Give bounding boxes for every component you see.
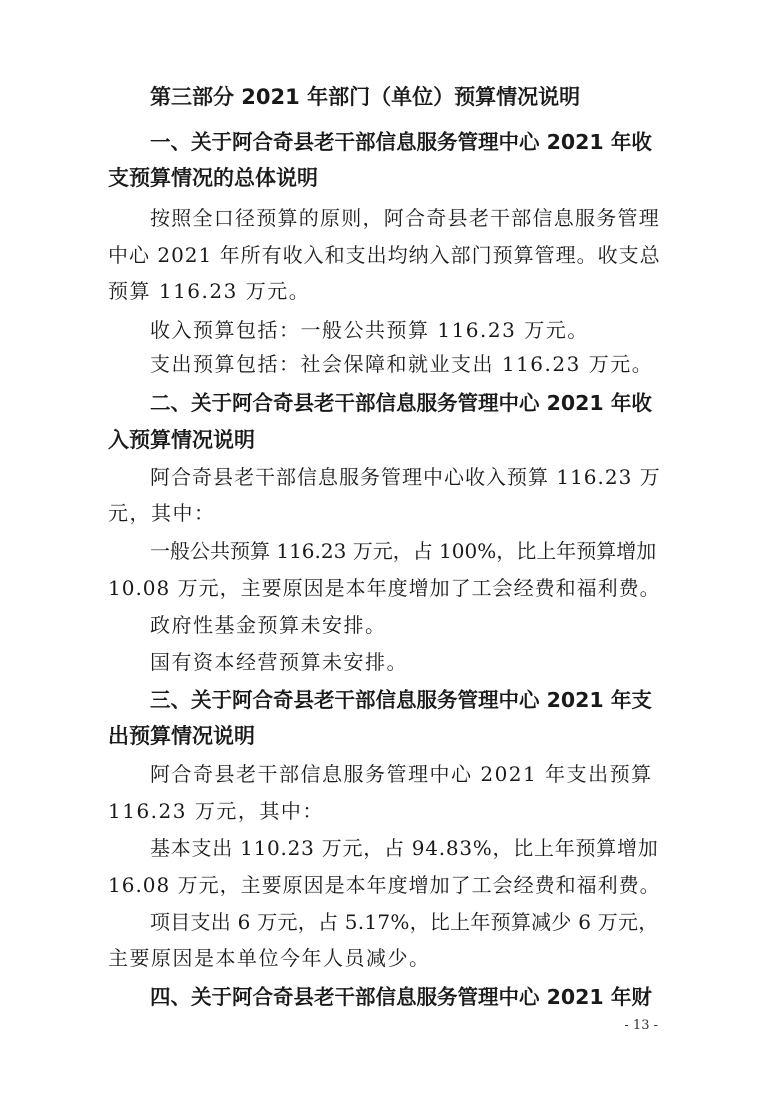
page-number: - 13 - [624, 1018, 658, 1033]
section3-para1-line1: 阿合奇县老干部信息服务管理中心 2021 年支出预算 [150, 762, 653, 786]
section3-heading-line2: 出预算情况说明 [108, 724, 255, 748]
section3-para3-line1: 项目支出 6 万元，占 5.17%，比上年预算减少 6 万元， [150, 910, 659, 934]
section2-heading-line2: 入预算情况说明 [108, 428, 255, 452]
section1-para1-line1: 按照全口径预算的原则，阿合奇县老干部信息服务管理 [150, 206, 660, 230]
section4-heading-line1: 四、关于阿合奇县老干部信息服务管理中心 2021 年财 [150, 985, 652, 1009]
section2-para1-line2: 元，其中： [108, 501, 216, 525]
section3-heading-line1: 三、关于阿合奇县老干部信息服务管理中心 2021 年支 [150, 688, 652, 712]
section2-para1-line1: 阿合奇县老干部信息服务管理中心收入预算 116.23 万 [150, 465, 661, 489]
section1-para3: 支出预算包括：社会保障和就业支出 116.23 万元。 [150, 352, 654, 376]
section3-para3-line2: 主要原因是本单位今年人员减少。 [108, 946, 431, 970]
section2-para2-line1: 一般公共预算 116.23 万元，占 100%，比上年预算增加 [150, 539, 657, 563]
section1-para2: 收入预算包括：一般公共预算 116.23 万元。 [150, 318, 589, 342]
section1-para1-line3: 预算 116.23 万元。 [108, 279, 311, 303]
section1-heading-line2: 支预算情况的总体说明 [108, 166, 318, 190]
section3-para2-line1: 基本支出 110.23 万元，占 94.83%，比上年预算增加 [150, 836, 659, 860]
section3-para1-line2: 116.23 万元，其中： [108, 799, 324, 823]
page-title: 第三部分 2021 年部门（单位）预算情况说明 [150, 85, 581, 109]
section2-para4: 国有资本经营预算未安排。 [150, 650, 408, 674]
section1-para1-line2: 中心 2021 年所有收入和支出均纳入部门预算管理。收支总 [108, 243, 661, 267]
section3-para2-line2: 16.08 万元，主要原因是本年度增加了工会经费和福利费。 [108, 873, 661, 897]
section2-heading-line1: 二、关于阿合奇县老干部信息服务管理中心 2021 年收 [150, 391, 652, 415]
section1-heading-line1: 一、关于阿合奇县老干部信息服务管理中心 2021 年收 [150, 130, 652, 154]
section2-para3: 政府性基金预算未安排。 [150, 613, 387, 637]
section2-para2-line2: 10.08 万元，主要原因是本年度增加了工会经费和福利费。 [108, 576, 661, 600]
